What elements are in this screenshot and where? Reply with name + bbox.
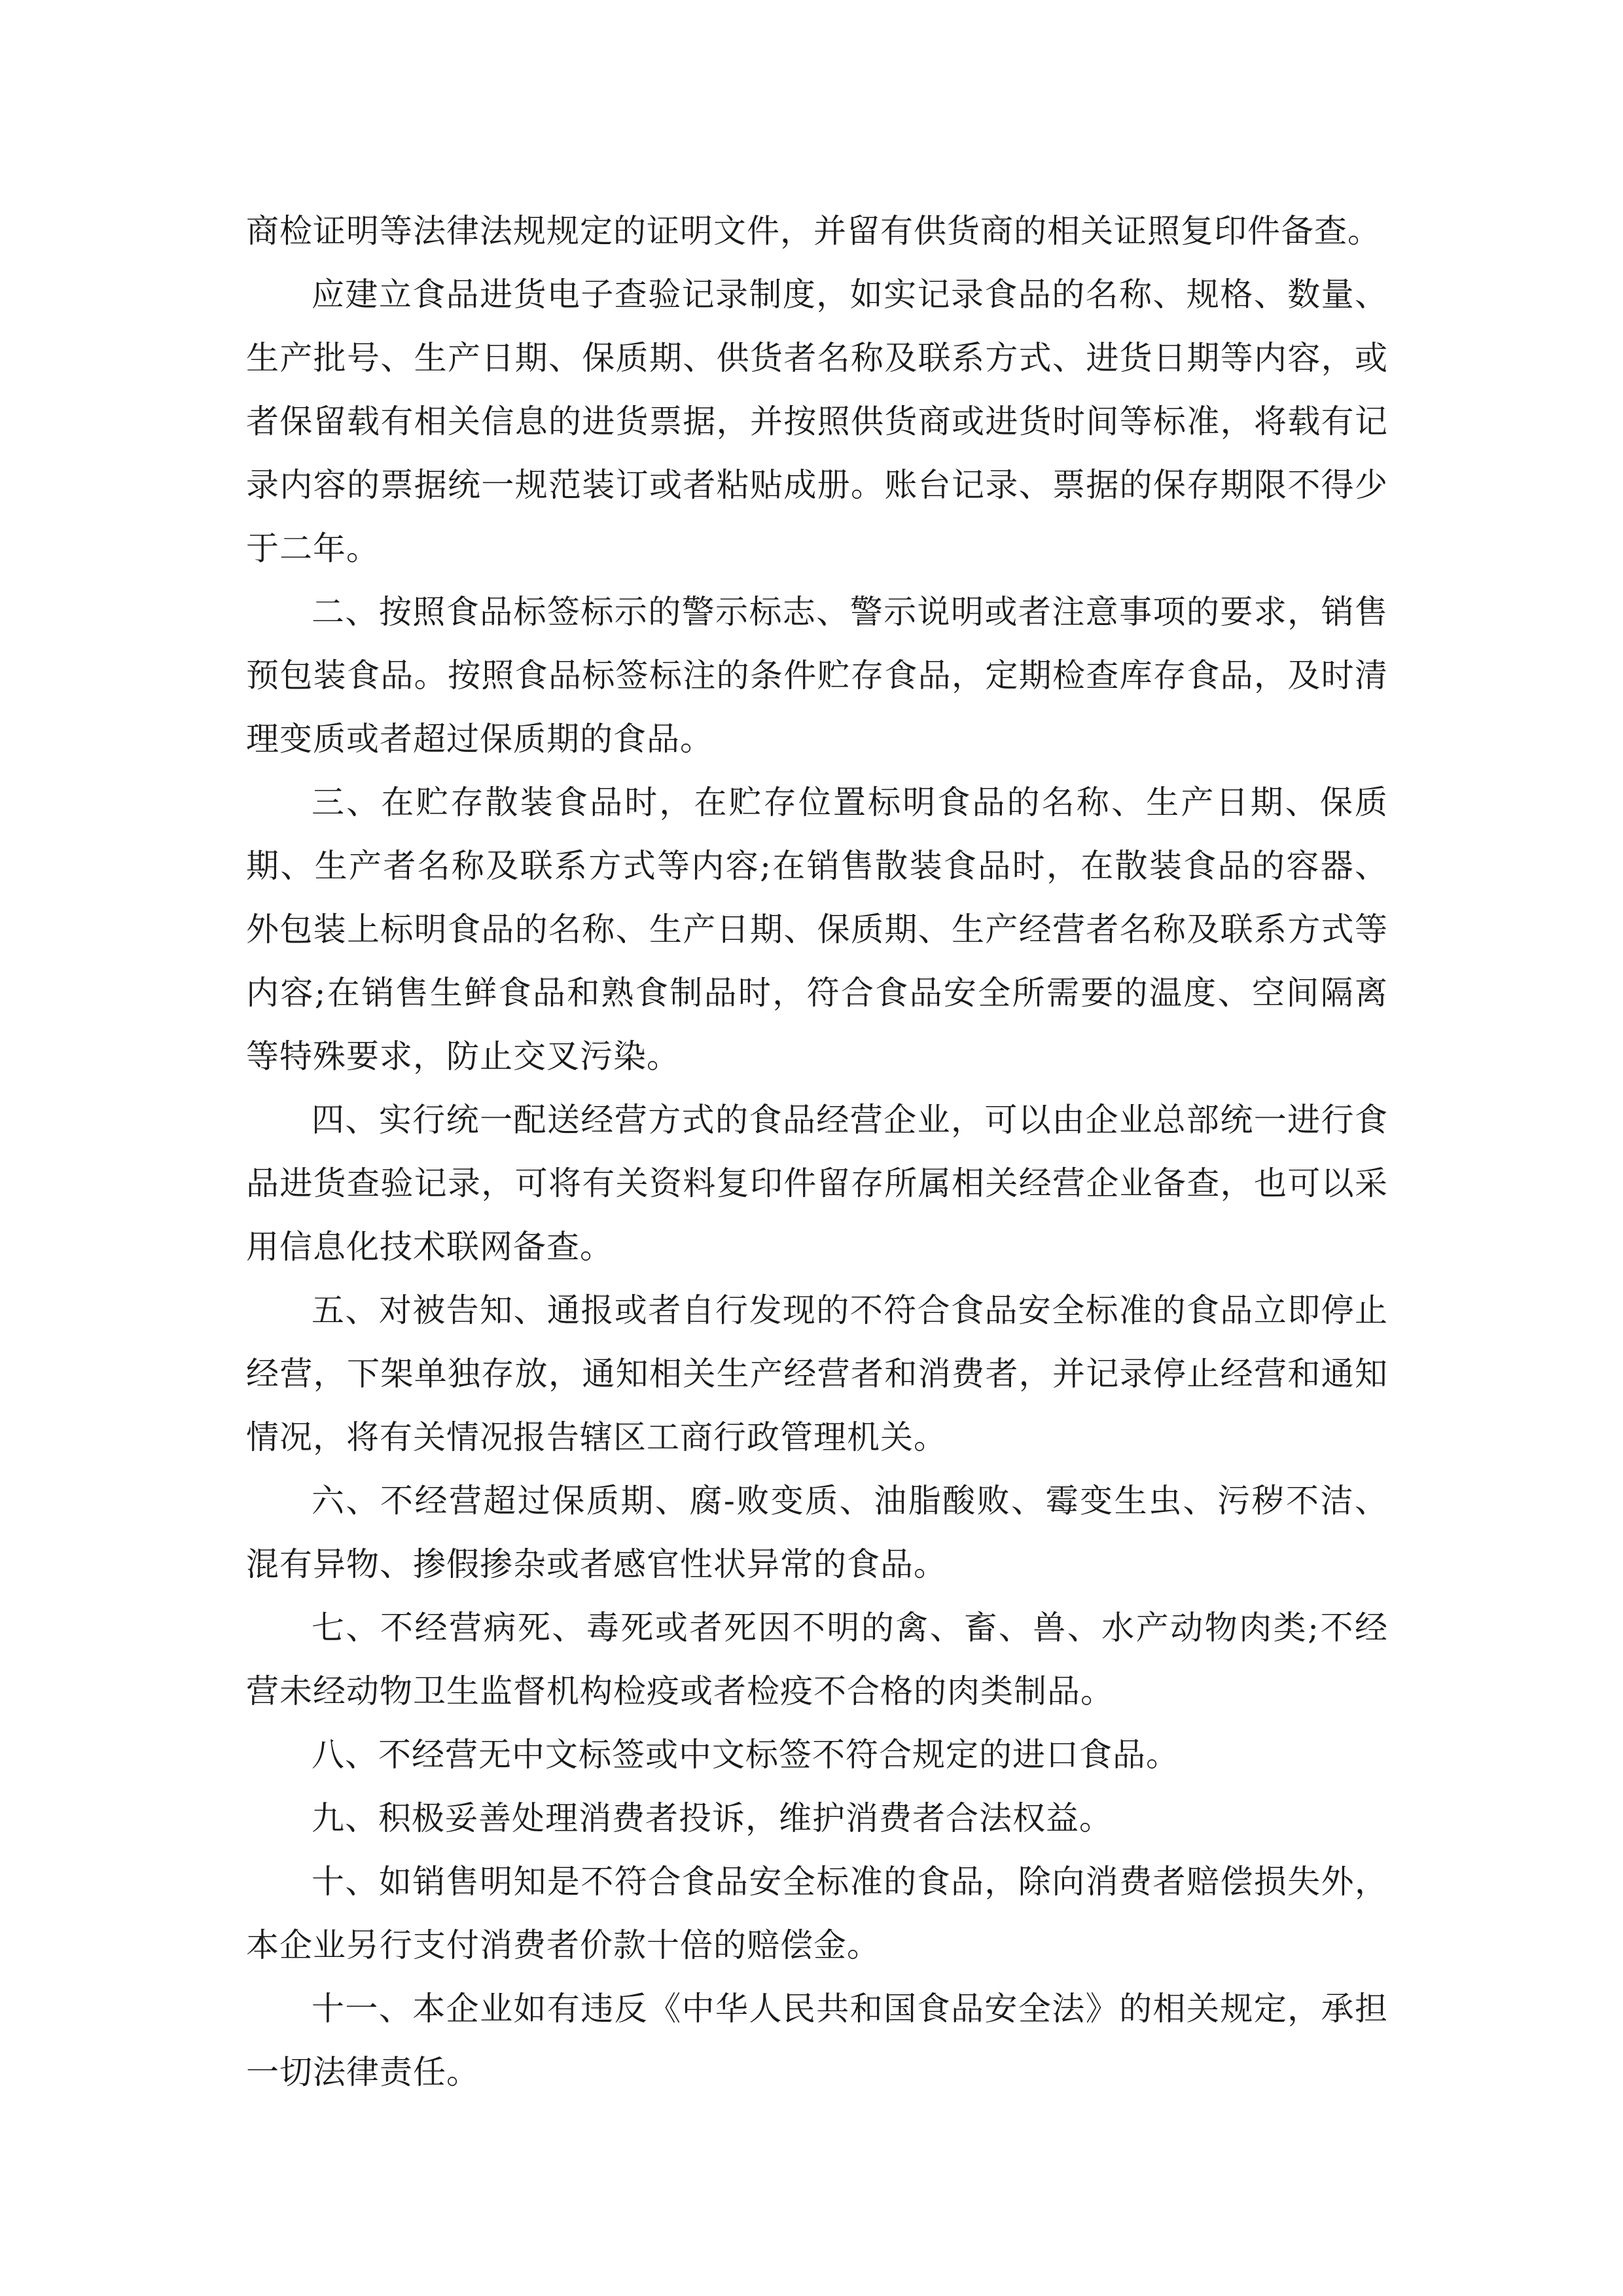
paragraph-item-5: 五、对被告知、通报或者自行发现的不符合食品安全标准的食品立即停止经营，下架单独存放，通知相关生产经营者和消费者，并记录停止经营和通知情况，将有关情况报告辖区工商行政管理机关。 (246, 1291, 1388, 1456)
paragraph-item-10: 十、如销售明知是不符合食品安全标准的食品，除向消费者赔偿损失外，本企业另行支付消费者价款十倍的赔偿金。 (246, 1863, 1388, 1964)
paragraph-continuation: 商检证明等法律法规规定的证明文件，并留有供货商的相关证照复印件备查。 (246, 212, 1381, 250)
document-body (246, 200, 1388, 2104)
paragraph-item-3: 三、在贮存散装食品时，在贮存位置标明食品的名称、生产日期、保质期、生产者名称及联系方式等内容;在销售散装食品时，在散装食品的容器、外包装上标明食品的名称、生产日期、保质期、生产经营者名称及联系方式等内容;在销售生鲜食品和熟食制品时，符合食品安全所需要的温度、空间隔离等特殊要求，防止交叉污染。 (246, 783, 1388, 1075)
paragraph-item-4: 四、实行统一配送经营方式的食品经营企业，可以由企业总部统一进行食品进货查验记录，可将有关资料复印件留存所属相关经营企业备查，也可以采用信息化技术联网备查。 (246, 1101, 1388, 1266)
paragraph-item-8: 八、不经营无中文标签或中文标签不符合规定的进口食品。 (312, 1736, 1179, 1774)
paragraph-item-9: 九、积极妥善处理消费者投诉，维护消费者合法权益。 (312, 1799, 1113, 1837)
paragraph-item-2: 二、按照食品标签标示的警示标志、警示说明或者注意事项的要求，销售预包装食品。按照食品标签标注的条件贮存食品，定期检查库存食品，及时清理变质或者超过保质期的食品。 (246, 593, 1388, 758)
paragraph-item-11: 十一、本企业如有违反《中华人民共和国食品安全法》的相关规定，承担一切法律责任。 (246, 1990, 1388, 2091)
paragraph-record-system: 应建立食品进货电子查验记录制度，如实记录食品的名称、规格、数量、生产批号、生产日期、保质期、供货者名称及联系方式、进货日期等内容，或者保留载有相关信息的进货票据，并按照供货商或进货时间等标准，将载有记录内容的票据统一规范装订或者粘贴成册。账台记录、票据的保存期限不得少于二年。 (246, 276, 1388, 567)
paragraph-item-6: 六、不经营超过保质期、腐-败变质、油脂酸败、霉变生虫、污秽不洁、混有异物、掺假掺杂或者感官性状异常的食品。 (246, 1482, 1388, 1583)
paragraph-item-7: 七、不经营病死、毒死或者死因不明的禽、畜、兽、水产动物肉类;不经营未经动物卫生监督机构检疫或者检疫不合格的肉类制品。 (246, 1609, 1388, 1710)
